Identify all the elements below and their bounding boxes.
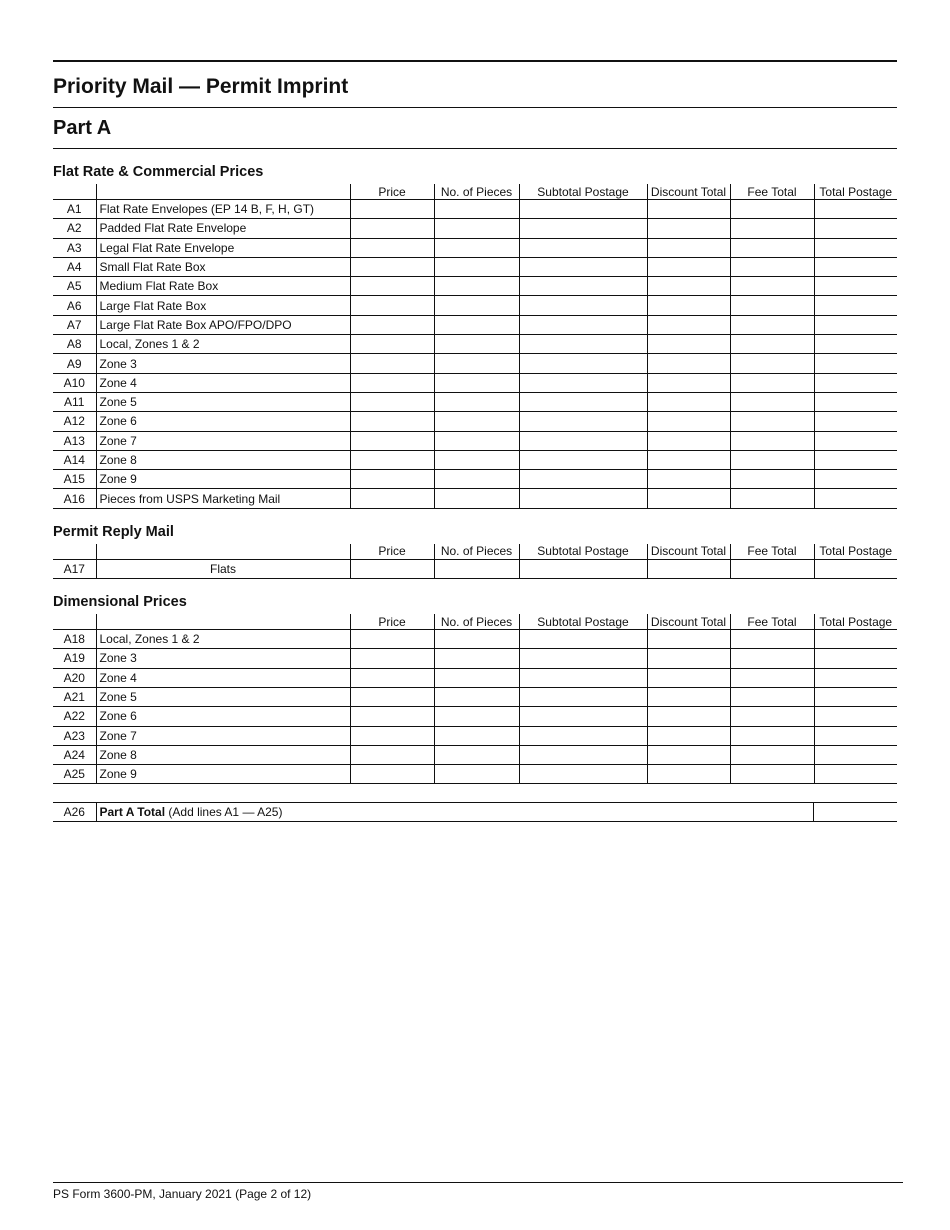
total-label xyxy=(96,803,813,822)
table-row xyxy=(53,450,897,469)
entry-cell[interactable] xyxy=(519,200,647,219)
line-description: Flat Rate Envelopes (EP 14 B, F, H, GT) xyxy=(96,200,350,219)
entry-cell[interactable] xyxy=(730,257,814,276)
line-description: Zone 7 xyxy=(96,726,350,745)
column-header: Fee Total xyxy=(730,184,814,200)
entry-cell[interactable] xyxy=(350,559,434,578)
entry-cell[interactable] xyxy=(519,412,647,431)
form-footer: PS Form 3600-PM, January 2021 (Page 2 of 12) xyxy=(53,1182,903,1201)
entry-cell[interactable] xyxy=(519,745,647,764)
entry-cell[interactable] xyxy=(647,335,730,354)
line-description: Flats xyxy=(96,559,350,578)
line-id: A19 xyxy=(53,649,96,668)
entry-cell[interactable] xyxy=(814,373,897,392)
line-id: A1 xyxy=(53,200,96,219)
entry-cell[interactable] xyxy=(647,559,730,578)
column-header: Subtotal Postage xyxy=(519,544,647,560)
entry-cell[interactable] xyxy=(814,450,897,469)
line-id: A5 xyxy=(53,277,96,296)
table-row xyxy=(53,765,897,784)
blank-id-header xyxy=(53,184,96,200)
entry-cell[interactable] xyxy=(434,489,519,508)
entry-cell[interactable] xyxy=(350,649,434,668)
column-header: No. of Pieces xyxy=(434,614,519,630)
entry-cell[interactable] xyxy=(350,745,434,764)
entry-cell[interactable] xyxy=(730,354,814,373)
entry-cell[interactable] xyxy=(814,238,897,257)
entry-cell[interactable] xyxy=(730,412,814,431)
entry-cell[interactable] xyxy=(350,354,434,373)
entry-cell[interactable] xyxy=(730,726,814,745)
entry-cell[interactable] xyxy=(730,392,814,411)
entry-cell[interactable] xyxy=(519,219,647,238)
line-description: Zone 7 xyxy=(96,431,350,450)
entry-cell[interactable] xyxy=(647,450,730,469)
entry-cell[interactable] xyxy=(350,277,434,296)
entry-cell[interactable] xyxy=(647,765,730,784)
table-row xyxy=(53,296,897,315)
entry-cell[interactable] xyxy=(350,335,434,354)
column-header: No. of Pieces xyxy=(434,544,519,560)
entry-cell[interactable] xyxy=(434,470,519,489)
part-rule xyxy=(53,148,897,149)
line-description: Local, Zones 1 & 2 xyxy=(96,335,350,354)
line-id: A10 xyxy=(53,373,96,392)
table-row xyxy=(53,373,897,392)
section-table xyxy=(53,184,897,509)
section-title: Dimensional Prices xyxy=(53,594,187,611)
column-header: Discount Total xyxy=(647,184,730,200)
entry-cell[interactable] xyxy=(814,257,897,276)
entry-cell[interactable] xyxy=(519,450,647,469)
entry-cell[interactable] xyxy=(519,373,647,392)
entry-cell[interactable] xyxy=(350,470,434,489)
entry-cell[interactable] xyxy=(814,392,897,411)
entry-cell[interactable] xyxy=(350,296,434,315)
table-row xyxy=(53,649,897,668)
entry-cell[interactable] xyxy=(519,392,647,411)
entry-cell[interactable] xyxy=(434,649,519,668)
entry-cell[interactable] xyxy=(434,200,519,219)
entry-cell[interactable] xyxy=(434,392,519,411)
entry-cell[interactable] xyxy=(434,219,519,238)
entry-cell[interactable] xyxy=(647,354,730,373)
entry-cell[interactable] xyxy=(434,745,519,764)
section-title: Flat Rate & Commercial Prices xyxy=(53,164,264,180)
line-description: Zone 5 xyxy=(96,687,350,706)
entry-cell[interactable] xyxy=(647,630,730,649)
column-header: Total Postage xyxy=(814,544,897,560)
entry-cell[interactable] xyxy=(730,335,814,354)
entry-cell[interactable] xyxy=(730,470,814,489)
entry-cell[interactable] xyxy=(647,392,730,411)
line-id: A18 xyxy=(53,630,96,649)
entry-cell[interactable] xyxy=(730,315,814,334)
line-id: A14 xyxy=(53,450,96,469)
entry-cell[interactable] xyxy=(434,668,519,687)
entry-cell[interactable] xyxy=(519,354,647,373)
line-description: Small Flat Rate Box xyxy=(96,257,350,276)
entry-cell[interactable] xyxy=(647,412,730,431)
line-description: Local, Zones 1 & 2 xyxy=(96,630,350,649)
column-header: Total Postage xyxy=(814,184,897,200)
line-description: Zone 4 xyxy=(96,668,350,687)
column-header: Subtotal Postage xyxy=(519,614,647,630)
table-row xyxy=(53,559,897,578)
entry-cell[interactable] xyxy=(730,649,814,668)
entry-cell[interactable] xyxy=(350,668,434,687)
entry-cell[interactable] xyxy=(814,354,897,373)
entry-cell[interactable] xyxy=(814,559,897,578)
entry-cell[interactable] xyxy=(647,200,730,219)
table-row xyxy=(53,668,897,687)
line-description: Pieces from USPS Marketing Mail xyxy=(96,489,350,508)
table-row xyxy=(53,277,897,296)
line-description: Zone 8 xyxy=(96,745,350,764)
line-description: Medium Flat Rate Box xyxy=(96,277,350,296)
entry-cell[interactable] xyxy=(519,630,647,649)
line-id: A9 xyxy=(53,354,96,373)
column-header: Discount Total xyxy=(647,614,730,630)
entry-cell[interactable] xyxy=(350,412,434,431)
table-row xyxy=(53,335,897,354)
line-description: Zone 3 xyxy=(96,354,350,373)
entry-cell[interactable] xyxy=(647,373,730,392)
line-id: A21 xyxy=(53,687,96,706)
entry-cell[interactable] xyxy=(647,668,730,687)
entry-cell[interactable] xyxy=(814,630,897,649)
line-id: A25 xyxy=(53,765,96,784)
line-id: A23 xyxy=(53,726,96,745)
column-header: Fee Total xyxy=(730,544,814,560)
entry-cell[interactable] xyxy=(519,649,647,668)
line-description: Zone 6 xyxy=(96,412,350,431)
blank-id-header xyxy=(53,614,96,630)
line-id: A2 xyxy=(53,219,96,238)
page-title: Priority Mail — Permit Imprint xyxy=(53,75,349,98)
entry-cell[interactable] xyxy=(730,219,814,238)
total-row xyxy=(53,803,897,822)
line-id: A3 xyxy=(53,238,96,257)
table-row xyxy=(53,726,897,745)
table-row xyxy=(53,630,897,649)
entry-cell[interactable] xyxy=(730,559,814,578)
table-row xyxy=(53,687,897,706)
entry-cell[interactable] xyxy=(730,630,814,649)
entry-cell[interactable] xyxy=(814,431,897,450)
line-description: Large Flat Rate Box xyxy=(96,296,350,315)
entry-cell[interactable] xyxy=(519,687,647,706)
table-row xyxy=(53,745,897,764)
entry-cell[interactable] xyxy=(434,630,519,649)
entry-cell[interactable] xyxy=(350,765,434,784)
header-row xyxy=(53,614,897,630)
entry-cell[interactable] xyxy=(434,765,519,784)
column-header: Fee Total xyxy=(730,614,814,630)
entry-cell[interactable] xyxy=(350,200,434,219)
sections-container xyxy=(53,164,897,784)
entry-cell[interactable] xyxy=(350,373,434,392)
entry-cell[interactable] xyxy=(814,335,897,354)
line-id: A26 xyxy=(63,805,85,820)
entry-cell[interactable] xyxy=(350,726,434,745)
total-label-rest: (Add lines A1 — A25) xyxy=(165,805,283,820)
line-id: A22 xyxy=(53,707,96,726)
entry-cell[interactable] xyxy=(519,335,647,354)
blank-desc-header xyxy=(96,614,350,630)
entry-cell[interactable] xyxy=(730,745,814,764)
entry-cell[interactable] xyxy=(350,315,434,334)
line-id: A13 xyxy=(53,431,96,450)
entry-cell[interactable] xyxy=(519,257,647,276)
section-title: Permit Reply Mail xyxy=(53,523,174,540)
entry-cell[interactable] xyxy=(519,668,647,687)
entry-cell[interactable] xyxy=(814,277,897,296)
column-header: Price xyxy=(350,614,434,630)
entry-cell[interactable] xyxy=(647,726,730,745)
entry-cell[interactable] xyxy=(814,219,897,238)
entry-cell[interactable] xyxy=(730,489,814,508)
column-header: Discount Total xyxy=(647,544,730,560)
line-id: A8 xyxy=(53,335,96,354)
blank-id-header xyxy=(53,544,96,560)
entry-cell[interactable] xyxy=(519,296,647,315)
entry-cell[interactable] xyxy=(434,238,519,257)
entry-cell[interactable] xyxy=(434,431,519,450)
table-row xyxy=(53,470,897,489)
entry-cell[interactable] xyxy=(814,315,897,334)
entry-cell[interactable] xyxy=(350,489,434,508)
section-table xyxy=(53,614,897,784)
entry-cell[interactable] xyxy=(814,296,897,315)
line-id: A4 xyxy=(53,257,96,276)
column-header: Total Postage xyxy=(814,614,897,630)
entry-cell[interactable] xyxy=(434,559,519,578)
column-header: Price xyxy=(350,184,434,200)
entry-cell[interactable] xyxy=(647,219,730,238)
section-table xyxy=(53,544,897,579)
table-row xyxy=(53,200,897,219)
line-id: A17 xyxy=(53,559,96,578)
entry-cell[interactable] xyxy=(434,412,519,431)
table-row xyxy=(53,238,897,257)
entry-cell[interactable] xyxy=(814,200,897,219)
table-row xyxy=(53,219,897,238)
entry-cell[interactable] xyxy=(519,470,647,489)
entry-cell[interactable] xyxy=(434,296,519,315)
entry-cell[interactable] xyxy=(519,489,647,508)
entry-cell[interactable] xyxy=(647,238,730,257)
entry-cell[interactable] xyxy=(647,315,730,334)
entry-cell[interactable] xyxy=(814,726,897,745)
line-description: Legal Flat Rate Envelope xyxy=(96,238,350,257)
entry-cell[interactable] xyxy=(814,412,897,431)
entry-cell[interactable] xyxy=(730,450,814,469)
entry-cell[interactable] xyxy=(730,238,814,257)
table-row xyxy=(53,707,897,726)
table-row xyxy=(53,257,897,276)
entry-cell[interactable] xyxy=(434,315,519,334)
entry-cell[interactable] xyxy=(730,431,814,450)
table-row xyxy=(53,315,897,334)
entry-cell[interactable] xyxy=(647,687,730,706)
entry-cell[interactable] xyxy=(814,489,897,508)
entry-cell[interactable] xyxy=(814,707,897,726)
line-id: A7 xyxy=(53,315,96,334)
entry-cell[interactable] xyxy=(350,687,434,706)
entry-cell[interactable] xyxy=(434,277,519,296)
entry-cell[interactable] xyxy=(647,470,730,489)
entry-cell[interactable] xyxy=(814,745,897,764)
entry-cell[interactable] xyxy=(350,450,434,469)
entry-cell[interactable] xyxy=(730,707,814,726)
line-id: A20 xyxy=(53,668,96,687)
entry-cell[interactable] xyxy=(647,257,730,276)
line-description: Padded Flat Rate Envelope xyxy=(96,219,350,238)
line-description: Zone 3 xyxy=(96,649,350,668)
line-description: Zone 8 xyxy=(96,450,350,469)
column-header: Price xyxy=(350,544,434,560)
part-a-total-table xyxy=(53,802,897,822)
entry-cell[interactable] xyxy=(647,489,730,508)
entry-cell[interactable] xyxy=(730,373,814,392)
entry-cell[interactable] xyxy=(814,649,897,668)
entry-cell[interactable] xyxy=(814,765,897,784)
part-a-total-input[interactable] xyxy=(813,803,897,822)
table-row xyxy=(53,412,897,431)
entry-cell[interactable] xyxy=(434,450,519,469)
entry-cell[interactable] xyxy=(519,707,647,726)
entry-cell[interactable] xyxy=(730,765,814,784)
table-row xyxy=(53,431,897,450)
entry-cell[interactable] xyxy=(434,726,519,745)
entry-cell[interactable] xyxy=(647,707,730,726)
entry-cell[interactable] xyxy=(730,200,814,219)
entry-cell[interactable] xyxy=(814,470,897,489)
column-header: No. of Pieces xyxy=(434,184,519,200)
line-id: A6 xyxy=(53,296,96,315)
entry-cell[interactable] xyxy=(434,257,519,276)
entry-cell[interactable] xyxy=(647,431,730,450)
entry-cell[interactable] xyxy=(647,296,730,315)
entry-cell[interactable] xyxy=(730,668,814,687)
line-id: A12 xyxy=(53,412,96,431)
entry-cell[interactable] xyxy=(350,630,434,649)
entry-cell[interactable] xyxy=(519,559,647,578)
entry-cell[interactable] xyxy=(519,431,647,450)
header-row xyxy=(53,544,897,560)
table-row xyxy=(53,489,897,508)
entry-cell[interactable] xyxy=(519,315,647,334)
entry-cell[interactable] xyxy=(730,277,814,296)
line-description: Zone 6 xyxy=(96,707,350,726)
entry-cell[interactable] xyxy=(519,277,647,296)
line-description: Zone 9 xyxy=(96,470,350,489)
form-page xyxy=(53,60,897,822)
entry-cell[interactable] xyxy=(647,745,730,764)
entry-cell[interactable] xyxy=(350,431,434,450)
header-row xyxy=(53,184,897,200)
entry-cell[interactable] xyxy=(350,238,434,257)
entry-cell[interactable] xyxy=(434,335,519,354)
line-description: Zone 4 xyxy=(96,373,350,392)
entry-cell[interactable] xyxy=(350,257,434,276)
entry-cell[interactable] xyxy=(647,649,730,668)
entry-cell[interactable] xyxy=(434,373,519,392)
entry-cell[interactable] xyxy=(434,687,519,706)
entry-cell[interactable] xyxy=(350,707,434,726)
line-description: Zone 9 xyxy=(96,765,350,784)
entry-cell[interactable] xyxy=(730,296,814,315)
line-id: A16 xyxy=(53,489,96,508)
column-header: Subtotal Postage xyxy=(519,184,647,200)
entry-cell[interactable] xyxy=(434,707,519,726)
table-row xyxy=(53,392,897,411)
entry-cell[interactable] xyxy=(350,219,434,238)
entry-cell[interactable] xyxy=(647,277,730,296)
entry-cell[interactable] xyxy=(519,238,647,257)
table-row xyxy=(53,354,897,373)
entry-cell[interactable] xyxy=(519,765,647,784)
entry-cell[interactable] xyxy=(814,687,897,706)
blank-desc-header xyxy=(96,544,350,560)
line-id: A24 xyxy=(53,745,96,764)
line-description: Zone 5 xyxy=(96,392,350,411)
entry-cell[interactable] xyxy=(434,354,519,373)
entry-cell[interactable] xyxy=(519,726,647,745)
part-heading: Part A xyxy=(53,117,112,139)
entry-cell[interactable] xyxy=(814,668,897,687)
entry-cell[interactable] xyxy=(730,687,814,706)
blank-desc-header xyxy=(96,184,350,200)
entry-cell[interactable] xyxy=(350,392,434,411)
line-description: Large Flat Rate Box APO/FPO/DPO xyxy=(96,315,350,334)
line-id: A15 xyxy=(53,470,96,489)
total-label-bold: Part A Total xyxy=(99,805,166,820)
line-id: A11 xyxy=(53,392,96,411)
